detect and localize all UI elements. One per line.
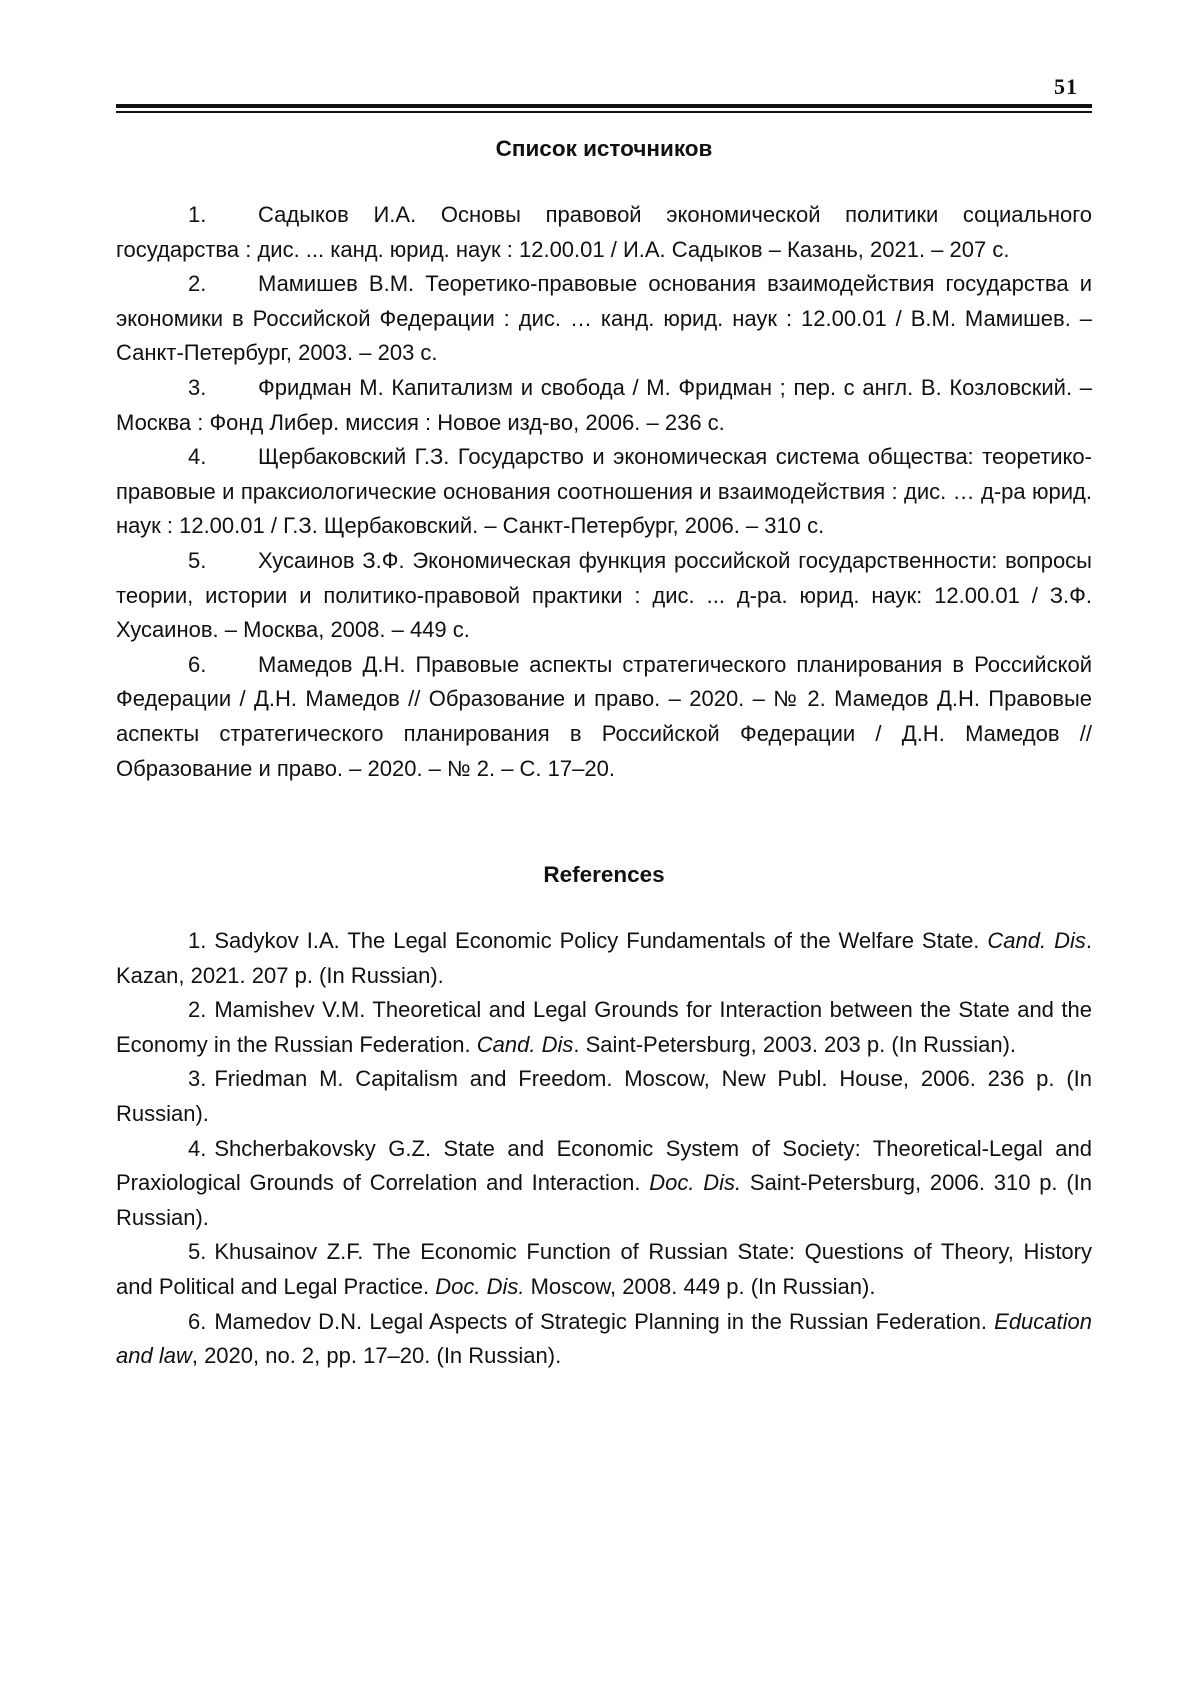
- reference-italic: Doc. Dis.: [435, 1274, 525, 1300]
- reference-italic: Education and law: [116, 1308, 1092, 1369]
- reference-text: Фридман М. Капитализм и свобода / М. Фридман ; пер. с англ. В. Козловский. – Москва : Фонд Либер. миссия : Новое изд-во, 2006. – 236 с.: [116, 374, 1092, 435]
- english-reference-list: [116, 924, 1092, 1374]
- reference-text: Sadykov I.A. The Legal Economic Policy Fundamentals of the Welfare State.: [214, 928, 980, 954]
- reference-text: Мамедов Д.Н. Правовые аспекты стратегического планирования в Российской Федерации / Д.Н. Мамедов // Образование и право. – 2020. – № 2. Мамедов Д.Н. Правовые аспекты стратегического планирования в Российской Федерации / Д.Н. Мамедов // Образование и право. – 2020. – № 2. – С. 17–20.: [116, 651, 1092, 781]
- reference-number: 5.: [188, 1239, 207, 1265]
- reference-text: Mamedov D.N. Legal Aspects of Strategic Planning in the Russian Federation.: [214, 1308, 987, 1334]
- russian-reference-item: [116, 198, 1092, 267]
- reference-tail: . Kazan, 2021. 207 p. (In Russian).: [116, 928, 1092, 988]
- reference-number: 6.: [188, 1308, 207, 1334]
- reference-text: Мамишев В.М. Теоретико-правовые основания взаимодействия государства и экономики в Российской Федерации : дис. … канд. юрид. наук : 12.00.01 / В.М. Мамишев. – Санкт-Петербург, 2003. – 203 с.: [116, 271, 1092, 366]
- reference-number: 2.: [188, 997, 207, 1023]
- reference-text: Friedman M. Capitalism and Freedom. Moscow, New Publ. House, 2006. 236 p. (In Russian).: [116, 1066, 1092, 1127]
- russian-reference-list: [116, 198, 1092, 786]
- reference-number: 1.: [188, 202, 207, 227]
- page-content: [116, 132, 1092, 1374]
- russian-reference-item: [116, 648, 1092, 786]
- reference-number: 3.: [188, 374, 207, 400]
- reference-text: Щербаковский Г.З. Государство и экономическая система общества: теоретико-правовые и праксиологические основания соотношения и взаимодействия : дис. … д-ра юрид. наук : 12.00.01 / Г.З. Щербаковский. – Санкт-Петербург, 2006. – 310 с.: [116, 444, 1092, 539]
- reference-text: Садыков И.А. Основы правовой экономической политики социального государства : дис. ... канд. юрид. наук : 12.00.01 / И.А. Садыков – Казань, 2021. – 207 с.: [116, 202, 1092, 262]
- reference-text: Khusainov Z.F. The Economic Function of Russian State: Questions of Theory, History and Political and Legal Practice.: [116, 1239, 1092, 1300]
- english-reference-item: [116, 924, 1092, 993]
- russian-reference-item: [116, 267, 1092, 371]
- english-reference-item: [116, 1132, 1092, 1236]
- russian-reference-item: [116, 371, 1092, 440]
- reference-text: Shcherbakovsky G.Z. State and Economic System of Society: Theoretical-Legal and Praxiological Grounds of Correlation and Interaction.: [116, 1135, 1092, 1196]
- reference-italic: Cand. Dis: [987, 928, 1086, 954]
- reference-tail: Moscow, 2008. 449 p. (In Russian).: [524, 1274, 876, 1300]
- reference-number: 3.: [188, 1066, 207, 1092]
- reference-number: 4.: [188, 1135, 207, 1161]
- reference-number: 6.: [188, 651, 207, 677]
- reference-tail: , 2020, no. 2, pp. 17–20. (In Russian).: [191, 1343, 562, 1369]
- russian-reference-item: [116, 544, 1092, 648]
- sources-heading: Список источников: [495, 136, 713, 161]
- english-reference-item: [116, 993, 1092, 1062]
- references-heading: References: [543, 862, 665, 888]
- english-reference-item: [116, 1062, 1092, 1131]
- reference-tail: . Saint-Petersburg, 2003. 203 p. (In Russian).: [573, 1031, 1017, 1057]
- reference-italic: Cand. Dis: [476, 1031, 574, 1057]
- page-header: [116, 70, 1092, 114]
- english-reference-item: [116, 1305, 1092, 1374]
- header-rule-thick: [116, 104, 1092, 108]
- russian-reference-item: [116, 440, 1092, 544]
- reference-number: 4.: [188, 444, 207, 470]
- reference-number: 1.: [188, 928, 207, 954]
- reference-number: 2.: [188, 271, 207, 297]
- header-rule-thin: [116, 111, 1092, 113]
- reference-text: Хусаинов З.Ф. Экономическая функция российской государственности: вопросы теории, истории и политико-правовой практики : дис. ... д-ра. юрид. наук: 12.00.01 / З.Ф. Хусаинов. – Москва, 2008. – 449 с.: [116, 547, 1092, 643]
- reference-number: 5.: [188, 547, 207, 573]
- reference-tail: Saint-Petersburg, 2006. 310 p. (In Russian).: [116, 1170, 1092, 1230]
- reference-text: Mamishev V.M. Theoretical and Legal Grounds for Interaction between the State and the Economy in the Russian Federation.: [116, 997, 1092, 1057]
- page-number: 51: [1054, 74, 1078, 99]
- english-reference-item: [116, 1235, 1092, 1304]
- reference-italic: Doc. Dis.: [649, 1170, 742, 1196]
